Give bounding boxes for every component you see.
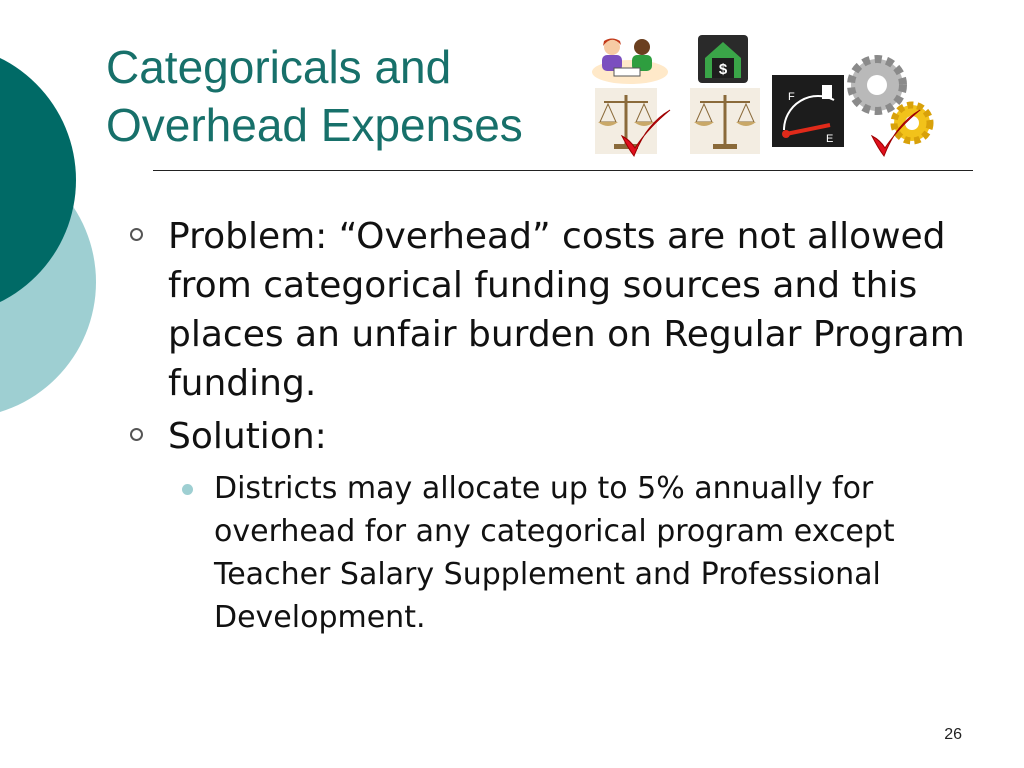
- slide-title: [106, 38, 586, 154]
- bullet-solution-text: Solution:: [168, 416, 327, 457]
- gauge-full-label: F: [788, 91, 795, 103]
- sub-bullet-districts-text: Districts may allocate up to 5% annually for overhead for any categorical program except Teacher Salary Supplement and Professional Development.: [214, 471, 895, 635]
- gears-icon: [851, 59, 930, 141]
- bullet-problem-text: Problem: “Overhead” costs are not allowed from categorical funding sources and this places an unfair burden on Regular Program funding.: [168, 216, 965, 404]
- decorative-circles: [0, 0, 110, 420]
- title-line-2: Overhead Expenses: [106, 99, 523, 151]
- slide-body: [130, 212, 990, 639]
- bullet-problem: [130, 212, 990, 408]
- students-reading-icon: [592, 39, 668, 85]
- sub-bullet-districts: [168, 467, 990, 639]
- house-dollar-icon: [698, 35, 748, 83]
- hollow-circle-bullet-icon: [130, 228, 143, 241]
- scale-icon: [690, 88, 760, 154]
- clipart-group: [590, 30, 940, 165]
- gauge-empty-label: E: [826, 133, 834, 145]
- filled-dot-bullet-icon: [182, 484, 193, 495]
- bullet-solution: [130, 412, 990, 461]
- fuel-gauge-icon: [772, 75, 844, 147]
- page-number: 26: [944, 726, 962, 743]
- title-line-1: Categoricals and: [106, 41, 452, 93]
- dollar-sign: $: [718, 61, 728, 78]
- hollow-circle-bullet-icon: [130, 428, 143, 441]
- title-divider: [153, 170, 973, 171]
